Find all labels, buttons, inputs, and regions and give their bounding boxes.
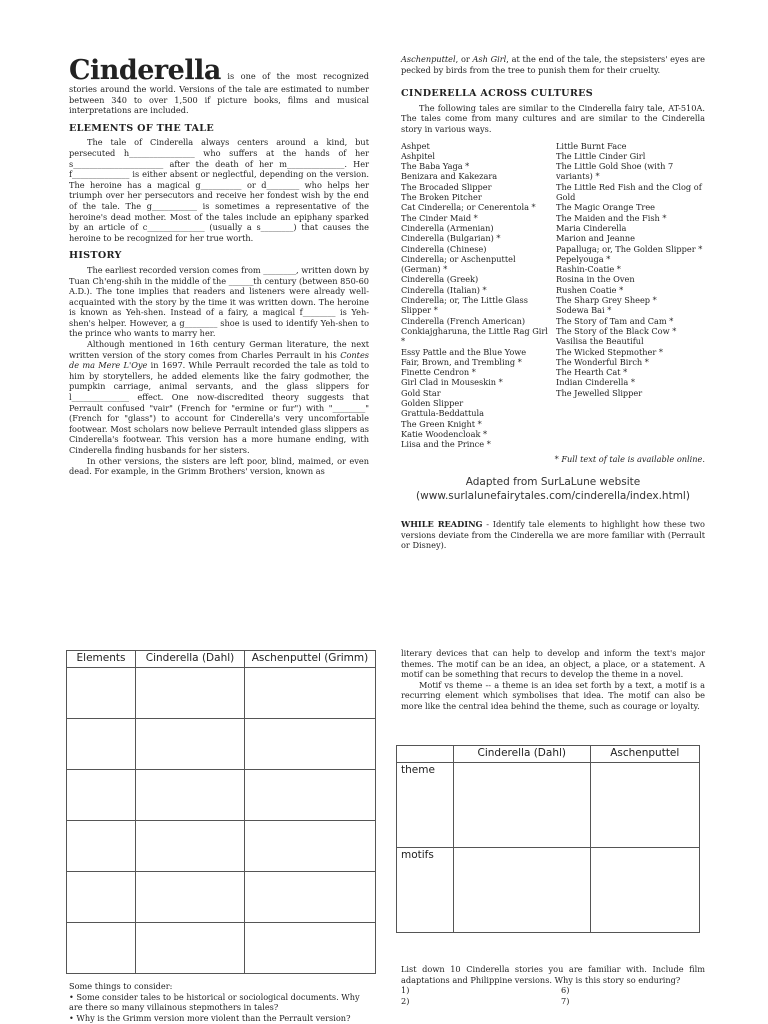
- source-credit: [401, 475, 705, 503]
- table-cell[interactable]: [136, 770, 245, 821]
- cont-mid: , or: [455, 54, 473, 64]
- continuation-text: [401, 54, 705, 75]
- table-cell[interactable]: [67, 872, 136, 923]
- tale-item: The Little Gold Shoe (with 7 variants) *: [556, 161, 674, 182]
- table-cell[interactable]: [454, 763, 591, 848]
- numbered-list: [401, 985, 705, 1006]
- tales-column-2: [556, 141, 705, 450]
- table-cell[interactable]: [67, 923, 136, 974]
- list-item: 1): [401, 985, 410, 996]
- page-title: Cinderella: [69, 55, 221, 86]
- tale-item: The Broken Pitcher: [401, 192, 482, 203]
- intro-paragraph: [69, 55, 369, 116]
- tales-note: * Full text of tale is available online.: [554, 454, 705, 465]
- table-row: [67, 668, 376, 719]
- table-row: [67, 719, 376, 770]
- table-cell[interactable]: [136, 668, 245, 719]
- history-paragraph-3: In other versions, the sisters are left poor, blind, maimed, or even dead. For example, in the Grimm Brothers' version, known as: [69, 455, 369, 477]
- tales-list: [401, 141, 705, 450]
- table2-header-dahl: Cinderella (Dahl): [454, 746, 591, 763]
- tale-item: Cinderella (Bulgarian) *: [401, 233, 501, 244]
- literary-paragraph-2: Motif vs theme -- a theme is an idea set forth by a text, a motif is a recurring element which symbolises that idea. The motif can also be more like the central idea behind the theme, such as courage or loyalty.: [401, 679, 705, 711]
- tale-item: Katie Woodencloak *: [401, 428, 488, 439]
- tale-item: Rashin-Coatie *: [556, 264, 621, 275]
- table-cell[interactable]: [67, 770, 136, 821]
- table-row: [67, 872, 376, 923]
- history-p2-b: in 1697. While Perrault recorded the tale as told to him by storytellers, he added elements like the fairy godmother, the pumpkin carriage, animal servants, and the glass slippers for l______________ effect. One now-discredited theory suggests that Perrault confused "vair" (French for "ermine or fur") with "________" (French for "glass") to account for Cinderella's very uncomfortable footwear. Most scholars now believe Perrault intended glass slippers as Cinderella's footwear. This version has a more humane ending, with Cinderella finding husbands for her sisters.: [69, 360, 369, 455]
- tale-item: Golden Slipper: [401, 397, 464, 408]
- tale-item: Rushen Coatie *: [556, 284, 624, 295]
- tale-item: The Magic Orange Tree: [556, 202, 656, 213]
- tale-item: The Baba Yaga *: [401, 161, 470, 172]
- list-right: [561, 985, 721, 1006]
- left-column: [69, 55, 370, 477]
- tale-item: Maria Cinderella: [556, 222, 627, 233]
- history-paragraph-2: [69, 339, 369, 456]
- tale-item: The Wicked Stepmother *: [556, 346, 664, 357]
- tale-item: Indian Cinderella *: [556, 377, 635, 388]
- tale-item: The Story of Tam and Cam *: [556, 315, 674, 326]
- tale-item: Gold Star: [401, 387, 441, 398]
- consider-question-2: • Why is the Grimm version more violent than the Perrault version?: [69, 1012, 351, 1023]
- table-cell[interactable]: [67, 821, 136, 872]
- list-prompt: List down 10 Cinderella stories you are familiar with. Include film adaptations and Philippine versions. Why is this story so enduring?: [401, 964, 705, 985]
- history-p2-a: Although mentioned in 16th century German literature, the next written version of the story comes from Charles Perrault in his: [69, 339, 369, 360]
- table2-header-blank: [397, 746, 454, 763]
- literary-paragraph-1: literary devices that can help to develop and inform the text's major themes. The motif can be an idea, an object, a place, or a statement. A motif can be something that recurs to develop the theme in a novel.: [401, 648, 705, 680]
- table-cell[interactable]: [454, 848, 591, 933]
- literary-devices-text: [401, 648, 705, 712]
- cont-ital: Aschenputtel: [401, 54, 456, 64]
- adapted-line-1: Adapted from SurLaLune website: [465, 476, 641, 489]
- tale-item: Cat Cinderella; or Cenerentola *: [401, 202, 536, 213]
- tale-item: Conkiajgharuna, the Little Rag Girl *: [401, 325, 548, 347]
- tale-item: The Maiden and the Fish *: [556, 212, 667, 223]
- table-row: [397, 848, 700, 933]
- list-item: 6): [561, 985, 570, 996]
- table-cell[interactable]: [590, 848, 699, 933]
- tale-item: The Brocaded Slipper: [401, 181, 492, 192]
- tale-item: Cinderella (French American): [401, 315, 526, 326]
- table-row: [67, 770, 376, 821]
- tales-column-1: [401, 141, 550, 450]
- table2-header-aschenputtel: Aschenputtel: [590, 746, 699, 763]
- elements-heading: ELEMENTS OF THE TALE: [69, 122, 214, 134]
- tale-item: Ashpitel: [401, 150, 436, 161]
- table-cell[interactable]: [245, 872, 376, 923]
- tale-item: The Little Red Fish and the Clog of Gold: [556, 181, 702, 203]
- tale-item: Cinderella (Italian) *: [401, 284, 487, 295]
- table-cell[interactable]: [136, 923, 245, 974]
- things-to-consider: [69, 981, 369, 1023]
- tale-item: Cinderella (Armenian): [401, 222, 494, 233]
- cont-ital2: Ash Girl: [472, 54, 507, 64]
- theme-motif-table: [396, 745, 700, 933]
- tale-item: The Sharp Grey Sheep *: [556, 295, 657, 306]
- list-activity: [401, 964, 705, 1006]
- cont-rest: , at the end of the tale, the stepsisters' eyes are pecked by birds from the tree to punish them for their cruelty.: [401, 54, 706, 75]
- table-row: [67, 821, 376, 872]
- list-left: [401, 985, 561, 1006]
- tale-item: Sodewa Bai *: [556, 305, 612, 316]
- history-heading: HISTORY: [69, 250, 122, 262]
- tale-item: Cinderella (Greek): [401, 274, 479, 285]
- table-cell[interactable]: [590, 763, 699, 848]
- table-cell[interactable]: [67, 668, 136, 719]
- table-row: [67, 923, 376, 974]
- tale-item: Grattula-Beddattula: [401, 408, 485, 419]
- tale-item: Marion and Jeanne: [556, 233, 636, 244]
- table-cell[interactable]: [136, 821, 245, 872]
- tale-item: Papalluga; or, The Golden Slipper *: [556, 243, 703, 254]
- while-reading-text: - Identify tale elements to highlight how these two versions deviate from the Cinderella we are more familiar with (Perrault or Disney).: [401, 519, 705, 551]
- tale-item: Cinderella; or Aschenputtel (German) *: [401, 253, 516, 275]
- table-cell[interactable]: [245, 923, 376, 974]
- elements-table: [66, 650, 376, 974]
- tale-item: Vasilisa the Beautiful: [556, 336, 644, 347]
- tale-item: The Little Cinder Girl: [556, 150, 646, 161]
- tale-item: Ashpet: [401, 140, 430, 151]
- tale-item: Liisa and the Prince *: [401, 439, 491, 450]
- cultures-text: The following tales are similar to the Cinderella fairy tale, AT-510A. The tales come from many cultures and are similar to the Cinderella story in various ways.: [401, 102, 705, 134]
- table1-header-grimm: Aschenputtel (Grimm): [245, 651, 376, 668]
- tale-item: Fair, Brown, and Trembling *: [401, 356, 522, 367]
- table1-header-elements: Elements: [67, 651, 136, 668]
- table-cell[interactable]: [245, 821, 376, 872]
- list-item: 7): [561, 995, 570, 1006]
- tale-item: Cinderella; or, The Little Glass Slipper *: [401, 295, 528, 316]
- row-label-theme: theme: [397, 763, 454, 848]
- tale-item: Cinderella (Chinese): [401, 243, 487, 254]
- consider-title: Some things to consider:: [69, 981, 173, 991]
- while-reading-label: WHILE READING: [401, 519, 483, 530]
- intro-text: is one of the most recognized stories around the world. Versions of the tale are estimated to number between 340 to over 1,500 if picture books, films and musical interpretations are included.: [69, 71, 369, 116]
- tale-item: Essy Pattle and the Blue Yowe: [401, 346, 527, 357]
- table-cell[interactable]: [245, 668, 376, 719]
- table-cell[interactable]: [136, 872, 245, 923]
- tale-item: The Story of the Black Cow *: [556, 325, 677, 336]
- tale-item: The Jewelled Slipper: [556, 387, 643, 398]
- row-label-motifs: motifs: [397, 848, 454, 933]
- right-column: [401, 54, 705, 551]
- tale-item: Pepelyouga *: [556, 253, 611, 264]
- tale-item: The Wonderful Birch *: [556, 356, 649, 367]
- while-reading: [401, 519, 705, 551]
- table-row: [397, 763, 700, 848]
- table1-header-dahl: Cinderella (Dahl): [136, 651, 245, 668]
- adapted-line-2: (www.surlalunefairytales.com/cinderella/index.html): [416, 490, 690, 503]
- history-p2-title: Contes de ma Mere L'Oye: [69, 349, 369, 371]
- tale-item: Rosina in the Oven: [556, 274, 635, 285]
- tale-item: Little Burnt Face: [556, 140, 627, 151]
- cultures-heading: CINDERELLA ACROSS CULTURES: [401, 88, 593, 100]
- tale-item: The Green Knight *: [401, 418, 482, 429]
- table-cell[interactable]: [67, 719, 136, 770]
- table-cell[interactable]: [245, 719, 376, 770]
- tale-item: Finette Cendron *: [401, 367, 476, 378]
- list-item: 2): [401, 995, 410, 1006]
- tale-item: Benizara and Kakezara: [401, 171, 498, 182]
- tale-item: The Hearth Cat *: [556, 367, 628, 378]
- elements-text: The tale of Cinderella always centers around a kind, but persecuted h________________ who suffers at the hands of her s______________________ after the death of her m______________. Her f______________ is either absent or neglectful, depending on the version. The heroine has a magical g__________ or d________ who helps her triumph over her persecutors and receive her fondest wish by the end of the tale. The g___________ is sometimes a representative of the heroine's dead mother. Most of the tales include an epiphany sparked by an article of c______________ (usually a s________) that causes the heroine to be recognized for her true worth.: [69, 137, 369, 243]
- table-cell[interactable]: [136, 719, 245, 770]
- history-paragraph-1: The earliest recorded version comes from ________, written down by Tuan Ch'eng-shih in the middle of the ______th century (between 850-60 A.D.). The tone implies that readers and listeners were already well-acquainted with the story by the time it was written down. The heroine is known as Yeh-shen. Instead of a fairy, a magical f________ is Yeh-shen's helper. However, a g________ shoe is used to identify Yeh-shen to the prince who wants to marry her.: [69, 264, 370, 339]
- tale-item: Girl Clad in Mouseskin *: [401, 377, 503, 388]
- consider-question-1: • Some consider tales to be historical or sociological documents. Why are there so many villainous stepmothers in tales?: [69, 991, 360, 1013]
- table-cell[interactable]: [245, 770, 376, 821]
- tale-item: The Cinder Maid *: [401, 212, 478, 223]
